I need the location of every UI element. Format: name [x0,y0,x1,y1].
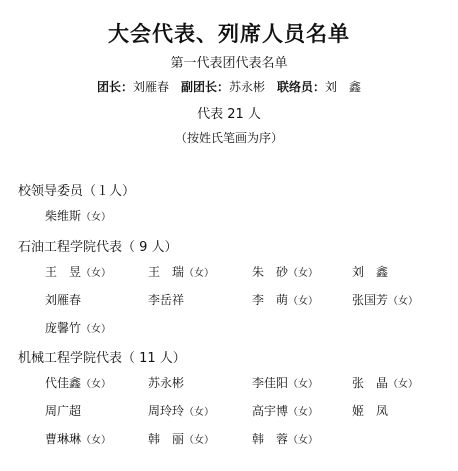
delegate-entry [45,430,111,447]
delegate-name: 朱 砂 [252,265,289,279]
delegate-name: 苏永彬 [148,376,185,390]
liaison-label: 联络员： [277,80,326,94]
head-label: 团长： [96,80,133,94]
delegate-name: 王 昱 [45,265,82,279]
delegate-name: 张国芳 [352,293,389,307]
delegate-name: 张 晶 [352,376,389,390]
head-name: 刘雁春 [132,80,169,94]
delegate-name: 韩 丽 [148,432,185,446]
section-heading: 校领导委员（１人） [18,184,136,199]
delegate-gender: （女） [288,435,319,446]
delegate-gender: （女） [388,379,419,390]
delegate-gender: （女） [81,379,112,390]
delegate-name: 王 瑞 [148,265,185,279]
order-note: （按姓氏笔画为序） [174,131,283,145]
delegate-gender: （女） [184,407,215,418]
delegation-subtitle: 第一代表团代表名单 [170,56,288,71]
delegate-name: 代佳鑫 [45,376,82,390]
delegate-entry [45,402,81,419]
delegate-entry [148,263,214,280]
delegate-gender: （女） [184,268,215,279]
delegate-gender: （女） [81,324,112,335]
delegate-gender: （女） [81,268,112,279]
deputy-label: 副团长： [180,80,229,94]
delegate-gender: （女） [81,212,112,223]
delegate-name: 柴维斯 [45,209,82,223]
delegate-name: 姬 凤 [352,404,389,418]
delegate-entry [352,291,418,308]
delegate-entry [148,374,184,391]
delegate-entry [252,374,318,391]
delegate-name: 刘 鑫 [352,265,389,279]
delegate-gender: （女） [288,407,319,418]
section-heading: 石油工程学院代表（ 9 人） [18,240,178,255]
delegate-gender: （女） [288,379,319,390]
delegate-gender: （女） [81,435,112,446]
delegate-name: 李 萌 [252,293,289,307]
delegate-name: 刘雁春 [45,293,82,307]
delegate-name: 韩 蓉 [252,432,289,446]
delegate-entry [45,374,111,391]
section-heading: 机械工程学院代表（ 11 人） [18,351,186,366]
delegate-entry [352,263,388,280]
delegate-entry [252,291,318,308]
delegate-name: 高宇博 [252,404,289,418]
delegate-entry [352,374,418,391]
delegate-gender: （女） [288,268,319,279]
delegate-entry [45,291,81,308]
delegate-entry [45,319,111,336]
delegate-name: 李岳祥 [148,293,185,307]
delegate-entry [252,402,318,419]
delegate-name: 曹琳琳 [45,432,82,446]
liaison-name: 刘 鑫 [325,80,362,94]
delegate-entry [252,263,318,280]
delegate-name: 李佳阳 [252,376,289,390]
delegate-gender: （女） [288,296,319,307]
delegate-entry [252,430,318,447]
delegate-name: 周玲玲 [148,404,185,418]
delegate-entry [45,207,111,224]
delegate-entry [148,402,214,419]
delegate-name: 庞馨竹 [45,321,82,335]
delegate-entry [45,263,111,280]
delegate-gender: （女） [388,296,419,307]
delegate-count: 代表 21 人 [197,107,261,122]
page-title: 大会代表、列席人员名单 [108,21,350,46]
delegate-gender: （女） [184,435,215,446]
delegation-leaders [0,78,458,95]
delegate-entry [148,430,214,447]
delegate-entry [148,291,184,308]
delegate-name: 周广超 [45,404,82,418]
delegate-entry [352,402,388,419]
deputy-name: 苏永彬 [229,80,266,94]
